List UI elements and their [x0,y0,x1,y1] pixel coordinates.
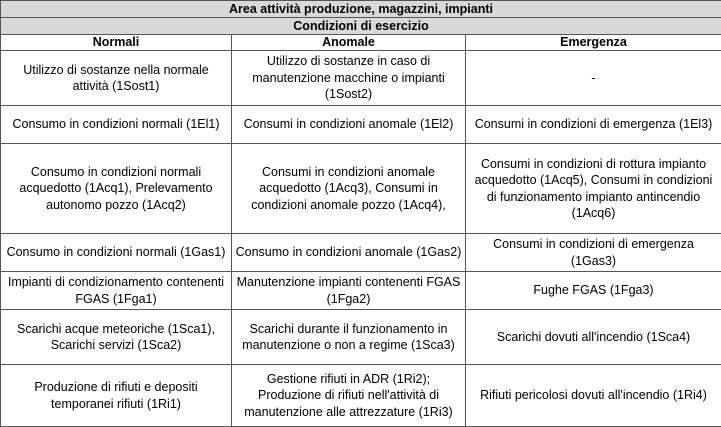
table-row [1,51,721,106]
cell-emergenza: Rifiuti pericolosi dovuti all'incendio (1Ri4) [466,365,721,427]
column-header-anomale: Anomale [232,35,466,51]
cell-normali: Utilizzo di sostanze nella normale attività (1Sost1) [1,51,232,106]
table-title: Area attività produzione, magazzini, impianti [1,1,721,18]
table-row [1,310,721,365]
column-header-normali: Normali [1,35,232,51]
cell-anomale: Gestione rifiuti in ADR (1Ri2); Produzione di rifiuti nell'attività di manutenzione alle attrezzature (1Ri3) [232,365,466,427]
cell-anomale: Consumi in condizioni anomale (1El2) [232,106,466,144]
table-row [1,272,721,310]
cell-emergenza: Consumi in condizioni di rottura impianto acquedotto (1Acq5), Consumi in condizioni di funzionamento impianto antincendio (1Acq6) [466,144,721,234]
cell-normali: Scarichi acque meteoriche (1Sca1), Scarichi servizi (1Sca2) [1,310,232,365]
cell-emergenza: Scarichi dovuti all'incendio (1Sca4) [466,310,721,365]
table-subtitle: Condizioni di esercizio [1,18,721,35]
cell-anomale: Manutenzione impianti contenenti FGAS (1Fga2) [232,272,466,310]
cell-normali: Produzione di rifiuti e depositi temporanei rifiuti (1Ri1) [1,365,232,427]
cell-anomale: Consumo in condizioni anomale (1Gas2) [232,234,466,272]
cell-emergenza: Consumi in condizioni di emergenza (1Gas3) [466,234,721,272]
cell-emergenza: Fughe FGAS (1Fga3) [466,272,721,310]
cell-anomale: Consumi in condizioni anomale acquedotto (1Acq3), Consumi in condizioni anomale pozzo (1Acq4), [232,144,466,234]
cell-anomale: Utilizzo di sostanze in caso di manutenzione macchine o impianti (1Sost2) [232,51,466,106]
cell-emergenza: Consumi in condizioni di emergenza (1El3) [466,106,721,144]
cell-emergenza: - [466,51,721,106]
table-row [1,106,721,144]
table-row [1,365,721,427]
cell-normali: Consumo in condizioni normali acquedotto (1Acq1), Prelevamento autonomo pozzo (1Acq2) [1,144,232,234]
column-header-emergenza: Emergenza [466,35,721,51]
table-row [1,144,721,234]
table-row [1,234,721,272]
cell-normali: Consumo in condizioni normali (1El1) [1,106,232,144]
cell-anomale: Scarichi durante il funzionamento in manutenzione o non a regime (1Sca3) [232,310,466,365]
cell-normali: Consumo in condizioni normali (1Gas1) [1,234,232,272]
cell-normali: Impianti di condizionamento contenenti FGAS (1Fga1) [1,272,232,310]
